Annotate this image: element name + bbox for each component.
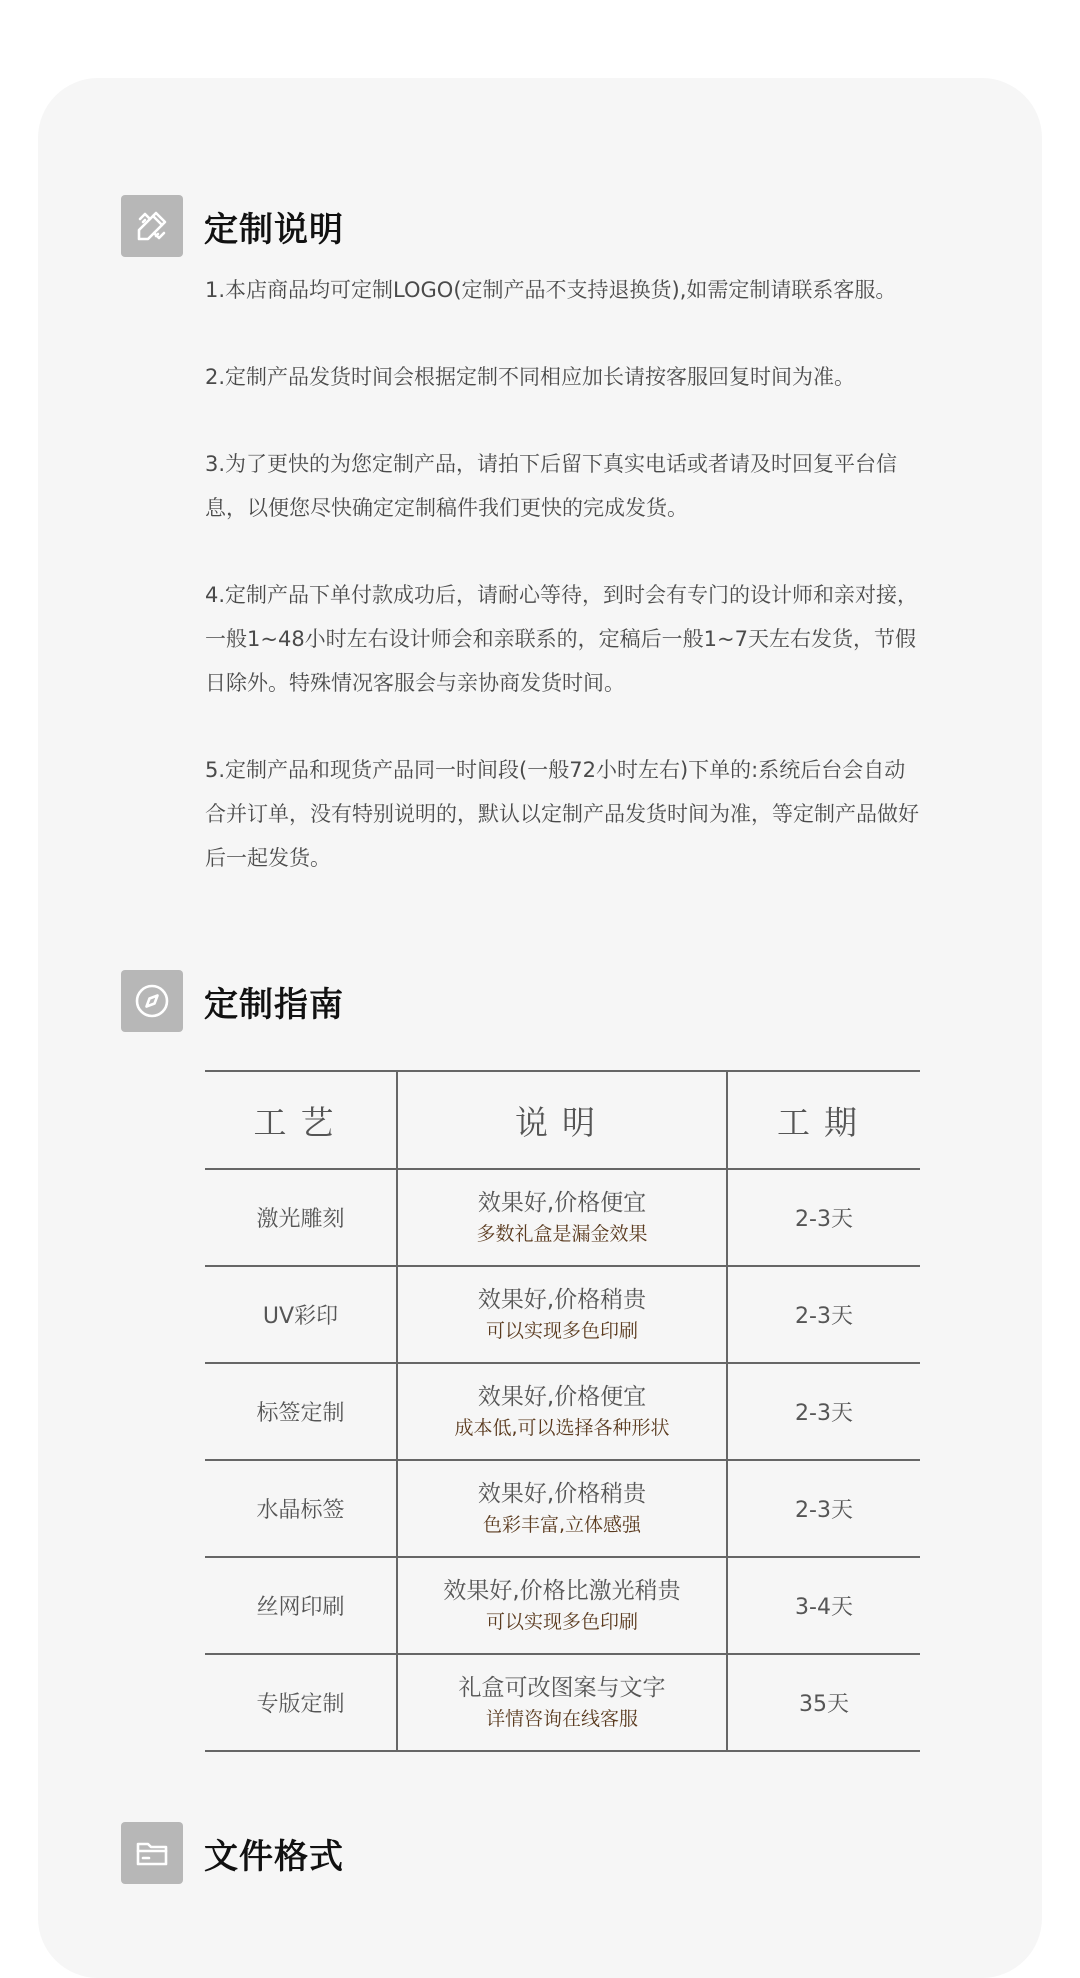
table-row	[205, 1266, 920, 1363]
section-header-file-format	[121, 1822, 344, 1884]
craft-cell: 丝网印刷	[205, 1557, 397, 1654]
note-paragraph: 5.定制产品和现货产品同一时间段(一般72小时左右)下单的:系统后台会自动合并订单，没有特别说明的，默认以定制产品发货时间为准，等定制产品做好后一起发货。	[205, 758, 919, 870]
desc-sub-text: 详情咨询在线客服	[485, 1707, 638, 1730]
section-title: 文件格式	[204, 1836, 344, 1877]
period-cell: 2-3天	[795, 1401, 853, 1426]
desc-cell	[397, 1557, 727, 1654]
pencil-ruler-icon	[121, 195, 183, 257]
period-cell: 2-3天	[795, 1498, 853, 1523]
craft-cell: 标签定制	[205, 1363, 397, 1460]
table-row	[205, 1654, 920, 1751]
desc-cell	[397, 1363, 727, 1460]
table-header-row	[205, 1071, 920, 1169]
desc-sub-text: 多数礼盒是漏金效果	[476, 1222, 648, 1245]
period-cell: 3-4天	[795, 1595, 853, 1620]
desc-main-text: 效果好,价格稍贵	[477, 1480, 647, 1507]
craft-cell: 专版定制	[205, 1654, 397, 1751]
compass-icon	[121, 970, 183, 1032]
desc-cell	[397, 1460, 727, 1557]
desc-sub-text: 色彩丰富,立体感强	[482, 1513, 642, 1536]
section-title: 定制指南	[204, 984, 344, 1025]
note-paragraph: 4.定制产品下单付款成功后，请耐心等待，到时会有专门的设计师和亲对接，一般1~48小时左右设计师会和亲联系的，定稿后一般1~7天左右发货，节假日除外。特殊情况客服会与亲协商发货时间。	[205, 583, 919, 695]
desc-main-text: 礼盒可改图案与文字	[458, 1674, 666, 1701]
desc-main-text: 效果好,价格便宜	[477, 1383, 647, 1410]
desc-main-text: 效果好,价格便宜	[477, 1189, 647, 1216]
column-header-craft: 工艺	[205, 1071, 397, 1169]
custom-guide-table	[205, 1070, 920, 1752]
column-header-desc: 说明	[397, 1071, 727, 1169]
desc-sub-text: 可以实现多色印刷	[485, 1319, 638, 1342]
custom-notes-list	[205, 268, 925, 923]
desc-cell	[397, 1654, 727, 1751]
craft-cell: UV彩印	[205, 1266, 397, 1363]
note-paragraph: 3.为了更快的为您定制产品，请拍下后留下真实电话或者请及时回复平台信息，以便您尽快确定定制稿件我们更快的完成发货。	[205, 452, 898, 520]
note-paragraph: 2.定制产品发货时间会根据定制不同相应加长请按客服回复时间为准。	[205, 365, 856, 389]
table-row	[205, 1557, 920, 1654]
desc-sub-text: 成本低,可以选择各种形状	[454, 1416, 670, 1439]
table-row	[205, 1363, 920, 1460]
desc-cell	[397, 1169, 727, 1266]
folder-icon	[121, 1822, 183, 1884]
period-cell: 35天	[799, 1692, 849, 1717]
desc-cell	[397, 1266, 727, 1363]
table-row	[205, 1460, 920, 1557]
section-header-custom-guide	[121, 970, 344, 1032]
craft-cell: 激光雕刻	[205, 1169, 397, 1266]
column-header-period: 工期	[777, 1102, 871, 1142]
period-cell: 2-3天	[795, 1207, 853, 1232]
note-paragraph: 1.本店商品均可定制LOGO(定制产品不支持退换货),如需定制请联系客服。	[205, 278, 897, 302]
desc-main-text: 效果好,价格比激光稍贵	[443, 1577, 681, 1604]
period-cell: 2-3天	[795, 1304, 853, 1329]
section-header-custom-notes	[121, 195, 344, 257]
section-title: 定制说明	[204, 209, 344, 250]
table-row	[205, 1169, 920, 1266]
desc-main-text: 效果好,价格稍贵	[477, 1286, 647, 1313]
desc-sub-text: 可以实现多色印刷	[485, 1610, 638, 1633]
craft-cell: 水晶标签	[205, 1460, 397, 1557]
